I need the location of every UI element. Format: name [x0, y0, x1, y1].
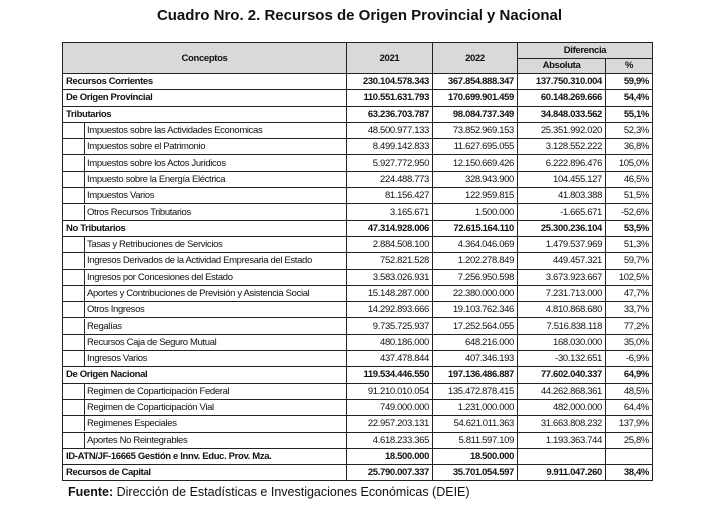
source-text: Dirección de Estadísticas e Investigaciones Económicas (DEIE): [113, 485, 470, 499]
row-concept: No Tributarios: [63, 220, 347, 236]
row-concept: [63, 302, 347, 318]
value-pct: -6,9%: [606, 351, 653, 367]
table-row: [63, 122, 653, 138]
value-2022: 170.699.901.459: [433, 90, 518, 106]
row-concept: [63, 139, 347, 155]
value-2022: 35.701.054.597: [433, 465, 518, 481]
row-concept: [63, 236, 347, 252]
value-pct: 33,7%: [606, 302, 653, 318]
value-absoluta: 3.673.923.667: [518, 269, 606, 285]
row-concept-label: Otros Ingresos: [84, 302, 144, 317]
value-2022: 5.811.597.109: [433, 432, 518, 448]
value-2022: 12.150.669.426: [433, 155, 518, 171]
row-concept: De Origen Nacional: [63, 367, 347, 383]
table-row: [63, 416, 653, 432]
row-concept: [63, 269, 347, 285]
value-2022: 98.084.737.349: [433, 106, 518, 122]
row-concept-label: Regalías: [84, 319, 122, 334]
table-row: [63, 383, 653, 399]
value-2021: 5.927.772.950: [347, 155, 433, 171]
row-concept-label: Ingresos por Concesiones del Estado: [84, 270, 233, 285]
table-row: [63, 285, 653, 301]
row-concept: [63, 318, 347, 334]
source-footer: [68, 485, 470, 499]
value-absoluta: 1.193.363.744: [518, 432, 606, 448]
value-2021: 14.292.893.666: [347, 302, 433, 318]
value-pct: 51,5%: [606, 188, 653, 204]
value-pct: -52,6%: [606, 204, 653, 220]
value-2022: 4.364.046.069: [433, 236, 518, 252]
value-pct: 59,9%: [606, 74, 653, 90]
value-2021: 119.534.446.550: [347, 367, 433, 383]
value-2021: 2.884.508.100: [347, 236, 433, 252]
source-label: Fuente:: [68, 485, 114, 499]
value-2021: 81.156.427: [347, 188, 433, 204]
value-2021: 63.236.703.787: [347, 106, 433, 122]
header-diferencia: Diferencia: [518, 43, 653, 59]
value-pct: 59,7%: [606, 253, 653, 269]
value-pct: 51,3%: [606, 236, 653, 252]
value-absoluta: 31.663.808.232: [518, 416, 606, 432]
value-pct: 105,0%: [606, 155, 653, 171]
row-concept-label: Ingresos Derivados de la Actividad Empresaria del Estado: [84, 253, 312, 268]
row-concept: ID-ATN/JF-16665 Gestión e Innv. Educ. Prov. Mza.: [63, 448, 347, 464]
value-absoluta: [518, 448, 606, 464]
value-pct: 38,4%: [606, 465, 653, 481]
value-2022: 1.202.278.849: [433, 253, 518, 269]
row-concept-label: Regimen de Coparticipación Vial: [84, 400, 214, 415]
value-2021: 3.583.026.931: [347, 269, 433, 285]
value-absoluta: 7.516.838.118: [518, 318, 606, 334]
value-absoluta: 4.810.868.680: [518, 302, 606, 318]
value-absoluta: 6.222.896.476: [518, 155, 606, 171]
value-2021: 3.165.671: [347, 204, 433, 220]
value-2021: 48.500.977.133: [347, 122, 433, 138]
value-2021: 4.618.233.365: [347, 432, 433, 448]
value-pct: 77,2%: [606, 318, 653, 334]
value-absoluta: 1.479.537.969: [518, 236, 606, 252]
value-2022: 407.346.193: [433, 351, 518, 367]
value-2021: 8.499.142.833: [347, 139, 433, 155]
table-row: [63, 269, 653, 285]
value-2021: 752.821.528: [347, 253, 433, 269]
table-row: [63, 106, 653, 122]
table-row: [63, 465, 653, 481]
value-2021: 47.314.928.006: [347, 220, 433, 236]
row-concept-label: Impuestos Varios: [84, 188, 154, 203]
value-pct: 35,0%: [606, 334, 653, 350]
row-concept-label: Aportes y Contribuciones de Previsión y Asistencia Social: [84, 286, 309, 301]
value-2021: 437.478.844: [347, 351, 433, 367]
row-concept-label: Impuesto sobre la Energía Eléctrica: [84, 172, 225, 187]
row-concept-label: Recursos Caja de Seguro Mutual: [84, 335, 216, 350]
value-2022: 72.615.164.110: [433, 220, 518, 236]
row-concept: [63, 399, 347, 415]
row-concept: De Origen Provincial: [63, 90, 347, 106]
row-concept-label: Regimenes Especiales: [84, 416, 177, 431]
value-absoluta: 60.148.269.666: [518, 90, 606, 106]
value-absoluta: 77.602.040.337: [518, 367, 606, 383]
value-2022: 648.216.000: [433, 334, 518, 350]
value-2022: 328.943.900: [433, 171, 518, 187]
value-pct: 64,9%: [606, 367, 653, 383]
value-2022: 17.252.564.055: [433, 318, 518, 334]
row-concept: Recursos de Capital: [63, 465, 347, 481]
row-concept-label: Tasas y Retribuciones de Servicios: [84, 237, 222, 252]
row-concept: [63, 155, 347, 171]
value-2022: 135.472.878.415: [433, 383, 518, 399]
header-pct: %: [606, 58, 653, 74]
value-2022: 1.231.000.000: [433, 399, 518, 415]
table-row: [63, 74, 653, 90]
table-row: [63, 432, 653, 448]
row-concept: Tributarios: [63, 106, 347, 122]
value-pct: 55,1%: [606, 106, 653, 122]
value-pct: 137,9%: [606, 416, 653, 432]
value-pct: 64,4%: [606, 399, 653, 415]
value-2021: 480.186.000: [347, 334, 433, 350]
value-absoluta: 34.848.033.562: [518, 106, 606, 122]
value-2022: 19.103.762.346: [433, 302, 518, 318]
row-concept: [63, 432, 347, 448]
value-absoluta: 482.000.000: [518, 399, 606, 415]
value-2022: 54.621.011.363: [433, 416, 518, 432]
table-row: [63, 448, 653, 464]
value-pct: 54,4%: [606, 90, 653, 106]
value-2022: 7.256.950.598: [433, 269, 518, 285]
value-absoluta: -30.132.651: [518, 351, 606, 367]
table-row: [63, 351, 653, 367]
value-pct: 48,5%: [606, 383, 653, 399]
value-absoluta: 9.911.047.260: [518, 465, 606, 481]
value-absoluta: 104.455.127: [518, 171, 606, 187]
row-concept-label: Impuestos sobre las Actividades Economicas: [84, 123, 262, 138]
value-2021: 91.210.010.054: [347, 383, 433, 399]
table-row: [63, 302, 653, 318]
header-conceptos: Conceptos: [63, 43, 347, 74]
table-row: [63, 236, 653, 252]
row-concept-label: Aportes No Reintegrables: [84, 433, 187, 448]
row-concept: [63, 188, 347, 204]
table-row: [63, 204, 653, 220]
row-concept: [63, 204, 347, 220]
header-absoluta: Absoluta: [518, 58, 606, 74]
table-row: [63, 367, 653, 383]
value-pct: 102,5%: [606, 269, 653, 285]
value-2022: 197.136.486.887: [433, 367, 518, 383]
value-absoluta: 137.750.310.004: [518, 74, 606, 90]
row-concept: [63, 122, 347, 138]
value-pct: 52,3%: [606, 122, 653, 138]
table-row: [63, 253, 653, 269]
value-absoluta: 3.128.552.222: [518, 139, 606, 155]
row-concept: [63, 416, 347, 432]
row-concept: [63, 285, 347, 301]
value-2022: 18.500.000: [433, 448, 518, 464]
value-2021: 25.790.007.337: [347, 465, 433, 481]
row-concept: [63, 351, 347, 367]
table-row: [63, 334, 653, 350]
table-row: [63, 399, 653, 415]
table-row: [63, 188, 653, 204]
row-concept-label: Otros Recursos Tributarios: [84, 205, 191, 220]
header-2022: 2022: [433, 43, 518, 74]
value-2022: 11.627.695.055: [433, 139, 518, 155]
value-2021: 230.104.578.343: [347, 74, 433, 90]
value-2021: 18.500.000: [347, 448, 433, 464]
table-row: [63, 139, 653, 155]
table-title: Cuadro Nro. 2. Recursos de Origen Provincial y Nacional: [156, 7, 563, 24]
value-absoluta: 7.231.713.000: [518, 285, 606, 301]
value-absoluta: 449.457.321: [518, 253, 606, 269]
value-2021: 749.000.000: [347, 399, 433, 415]
value-absoluta: 25.300.236.104: [518, 220, 606, 236]
table-row: [63, 220, 653, 236]
value-absoluta: 25.351.992.020: [518, 122, 606, 138]
value-2021: 15.148.287.000: [347, 285, 433, 301]
row-concept: Recursos Corrientes: [63, 74, 347, 90]
row-concept: [63, 334, 347, 350]
resources-table: [62, 42, 653, 481]
value-pct: 53,5%: [606, 220, 653, 236]
value-absoluta: 44.262.868.361: [518, 383, 606, 399]
value-absoluta: 168.030.000: [518, 334, 606, 350]
row-concept-label: Regimen de Coparticipación Federal: [84, 384, 229, 399]
row-concept-label: Impuestos sobre el Patrimonio: [84, 139, 205, 154]
value-2021: 110.551.631.793: [347, 90, 433, 106]
value-2022: 122.959.815: [433, 188, 518, 204]
value-pct: 25,8%: [606, 432, 653, 448]
table-row: [63, 155, 653, 171]
value-2022: 73.852.969.153: [433, 122, 518, 138]
value-2022: 367.854.888.347: [433, 74, 518, 90]
value-pct: 36,8%: [606, 139, 653, 155]
row-concept: [63, 253, 347, 269]
table-row: [63, 318, 653, 334]
table-row: [63, 90, 653, 106]
value-absoluta: 41.803.388: [518, 188, 606, 204]
value-2021: 22.957.203.131: [347, 416, 433, 432]
value-2022: 1.500.000: [433, 204, 518, 220]
value-2022: 22.380.000.000: [433, 285, 518, 301]
table-body: [63, 74, 653, 481]
value-2021: 224.488.773: [347, 171, 433, 187]
value-pct: [606, 448, 653, 464]
value-absoluta: -1.665.671: [518, 204, 606, 220]
value-pct: 46,5%: [606, 171, 653, 187]
row-concept: [63, 171, 347, 187]
value-pct: 47,7%: [606, 285, 653, 301]
row-concept: [63, 383, 347, 399]
row-concept-label: Impuestos sobre los Actos Juridicos: [84, 156, 226, 171]
row-concept-label: Ingresos Varios: [84, 351, 147, 366]
header-2021: 2021: [347, 43, 433, 74]
value-2021: 9.735.725.937: [347, 318, 433, 334]
table-row: [63, 171, 653, 187]
